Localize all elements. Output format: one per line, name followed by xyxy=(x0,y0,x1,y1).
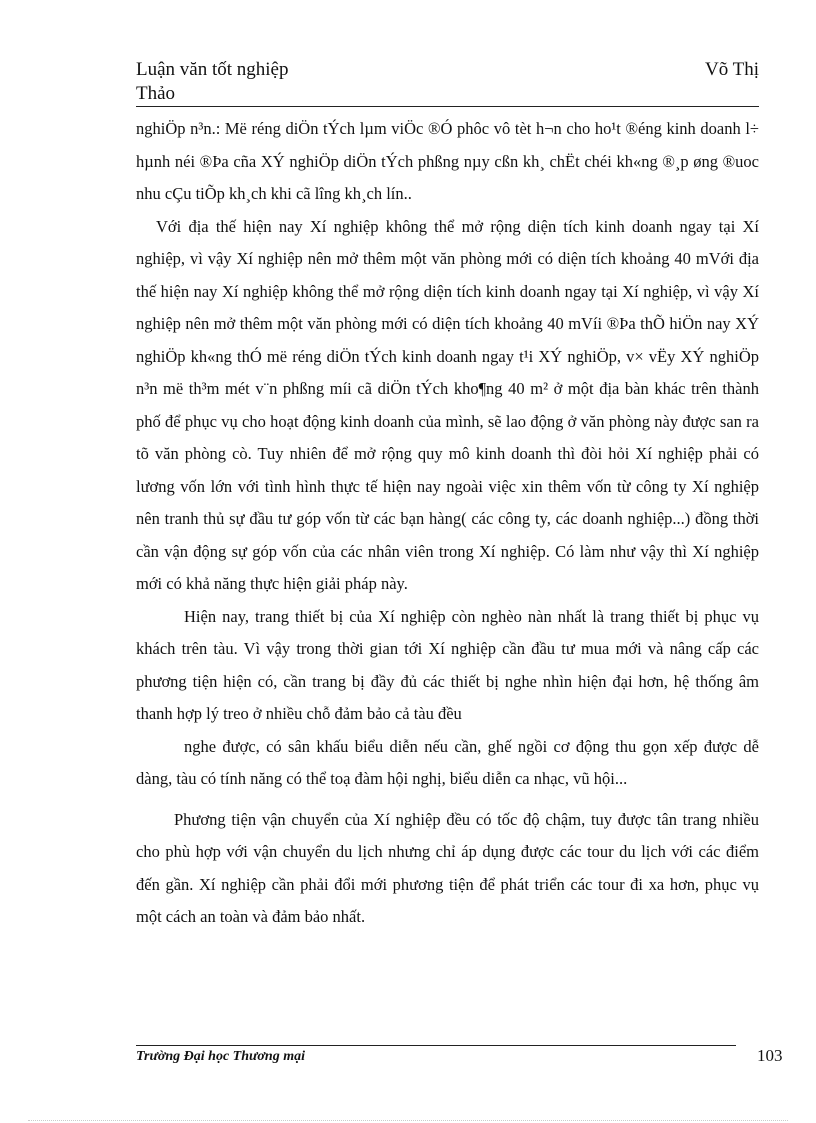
header-title-line1: Luận văn tốt nghiệp xyxy=(136,59,289,80)
header-title xyxy=(136,58,289,106)
page-number: 103 xyxy=(757,1046,783,1065)
header-title-line2: Thảo xyxy=(136,83,176,104)
paragraph-2: Với địa thế hiện nay Xí nghiệp không thể mở rộng diện tích kinh doanh ngay tại Xí nghiệp, vì vậy Xí nghiệp nên mở thêm một văn phòng mới có diện tích khoảng 40 mVới địa thế hiện nay Xí nghiệp không thể mở rộng diện tích kinh doanh ngay tại Xí nghiệp, vì vậy Xí nghiệp nên mở thêm một văn phòng mới có diện tích khoảng 40 mVíi ®Þa thÕ hiÖn nay XÝ nghiÖp kh«ng thÓ më réng diÖn tÝch kinh doanh ngay t¹i XÝ nghiÖp, v× vËy XÝ nghiÖp n³n më th³m mét v¨n phßng míi cã diÖn tÝch kho¶ng 40 m² ở một địa bàn khác trên thành phố để phục vụ cho hoạt động kinh doanh của mình, sẽ lao động ở văn phòng này được san ra tõ văn phòng cò. Tuy nhiên để mở rộng quy mô kinh doanh thì đòi hỏi Xí nghiệp phải có lương vốn lớn với tình hình thực tế hiện nay ngoài việc xin thêm vốn từ công ty Xí nghiệp nên tranh thủ sự đầu tư góp vốn từ các bạn hàng( các công ty, các doanh nghiệp...) đồng thời cần vận động sự góp vốn của các nhân viên trong Xí nghiệp. Có làm như vậy thì Xí nghiệp mới có khả năng thực hiện giải pháp này. xyxy=(136,216,759,593)
document-body xyxy=(136,113,759,934)
paragraph-4: nghe được, có sân khấu biểu diễn nếu cần, ghế ngồi cơ động thu gọn xếp được dễ dàng, tàu có tính năng có thể toạ đàm hội nghị, biểu diễn ca nhạc, vũ hội... xyxy=(136,736,759,788)
footer-school: Trường Đại học Thương mại xyxy=(136,1049,305,1064)
paragraph-5: Phương tiện vận chuyển của Xí nghiệp đều có tốc độ chậm, tuy được tân trang nhiều cho phù hợp với vận chuyển du lịch nhưng chỉ áp dụng được các tour du lịch với các điểm đến gần. Xí nghiệp cần phải đổi mới phương tiện để phát triển các tour đi xa hơn, phục vụ một cách an toàn và đảm bảo nhất. xyxy=(136,809,759,926)
paragraph-3: Hiện nay, trang thiết bị của Xí nghiệp còn nghèo nàn nhất là trang thiết bị phục vụ khách trên tàu. Vì vậy trong thời gian tới Xí nghiệp cần đầu tư mua mới và nâng cấp các phương tiện hiện có, cần trang bị đầy đủ các thiết bị nghe nhìn hiện đại hơn, hệ thống âm thanh hợp lý treo ở nhiều chỗ đảm bảo cả tàu đều xyxy=(136,606,759,723)
footer-divider xyxy=(136,1045,736,1046)
header-divider xyxy=(136,106,759,107)
header-author: Võ Thị xyxy=(704,59,759,80)
page-edge-dotted-line xyxy=(28,1120,788,1121)
paragraph-1: nghiÖp n³n.: Më réng diÖn tÝch lµm viÖc ®Ó phôc vô tèt h¬n cho ho¹t ®éng kinh doanh l÷ hµnh néi ®Þa cña XÝ nghiÖp diÖn tÝch phßng nµy cßn kh¸ chËt chéi kh«ng ®¸p øng ®uoc nhu cÇu tiÕp kh¸ch khi cã lîng kh¸ch lín.. xyxy=(136,119,759,203)
